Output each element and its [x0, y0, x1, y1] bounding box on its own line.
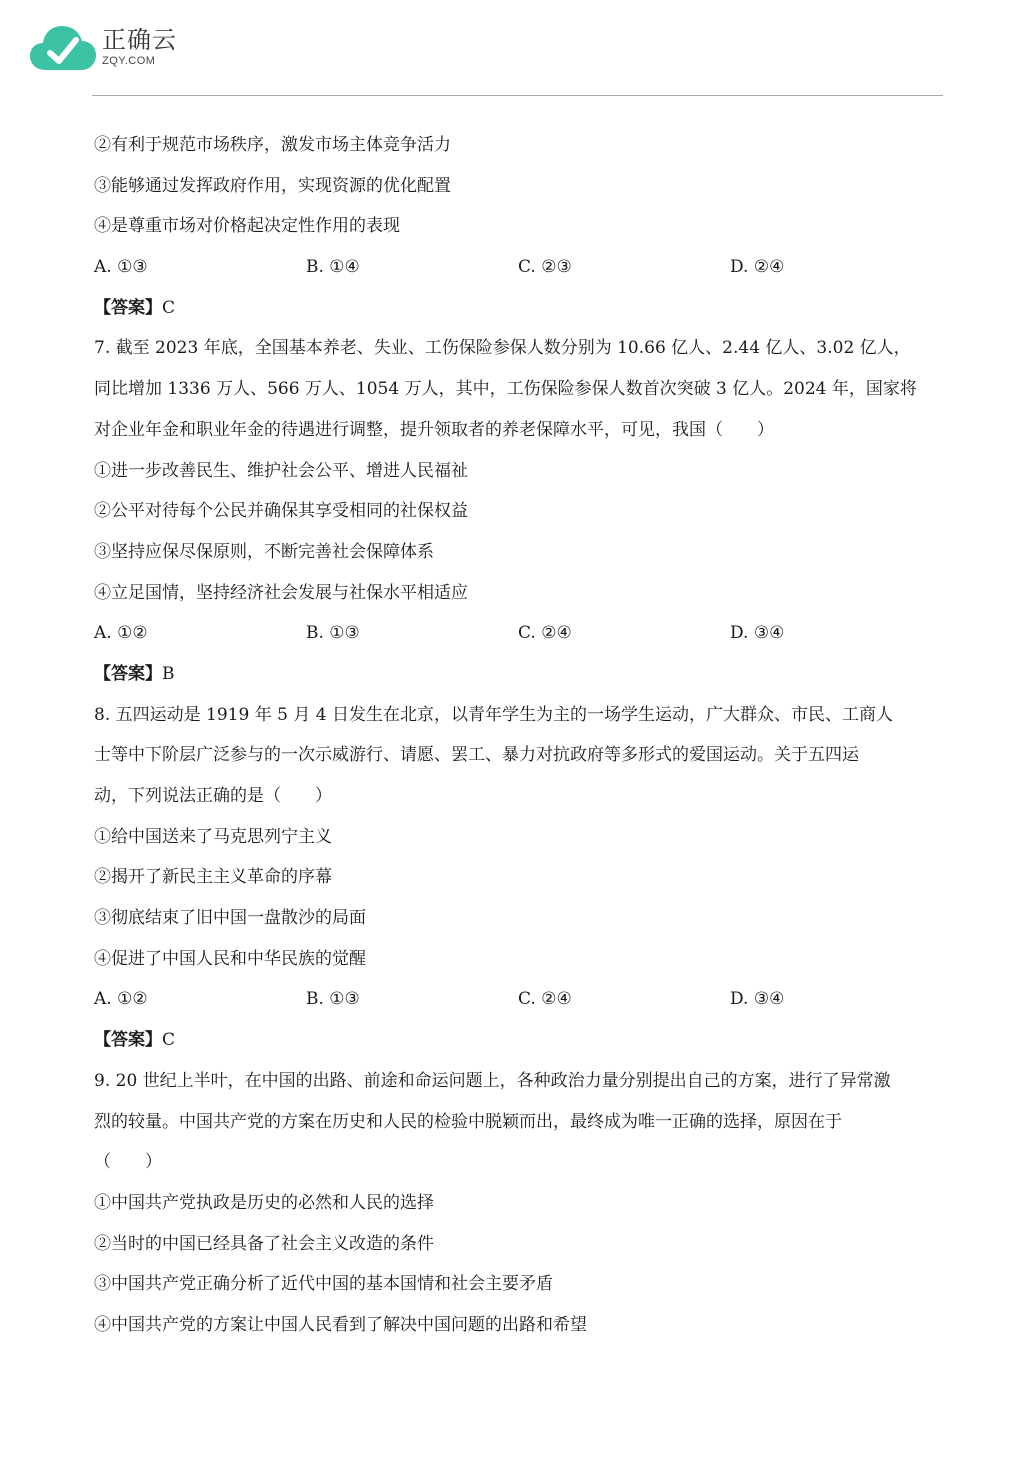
question-stem: 烈的较量。中国共产党的方案在历史和人民的检验中脱颖而出，最终成为唯一正确的选择，原因在于 — [94, 1111, 842, 1132]
statement: ④立足国情，坚持经济社会发展与社保水平相适应 — [94, 582, 468, 603]
question-9 — [94, 1061, 944, 1346]
answer-value: B — [162, 663, 175, 684]
brand-domain: ZQY.COM — [102, 55, 156, 67]
statement: ④中国共产党的方案让中国人民看到了解决中国问题的出路和希望 — [94, 1314, 587, 1335]
question-8 — [94, 695, 944, 1061]
options-row — [94, 613, 944, 654]
statement: ③能够通过发挥政府作用，实现资源的优化配置 — [94, 175, 451, 196]
answer-label: 【答案】 — [94, 297, 162, 318]
question-stem: 7. 截至 2023 年底，全国基本养老、失业、工伤保险参保人数分别为 10.66 亿人、2.44 亿人、3.02 亿人， — [94, 338, 911, 359]
option-b: B. ①③ — [306, 623, 360, 644]
answer-value: C — [162, 297, 176, 318]
question-7 — [94, 328, 944, 694]
statement: ①进一步改善民生、维护社会公平、增进人民福祉 — [94, 460, 468, 481]
question-stem: 9. 20 世纪上半叶，在中国的出路、前途和命运问题上，各种政治力量分别提出自己的方案，进行了异常激 — [94, 1070, 891, 1091]
question-stem: 同比增加 1336 万人、566 万人、1054 万人，其中，工伤保险参保人数首次突破 3 亿人。2024 年，国家将 — [94, 379, 917, 400]
question-stem: 对企业年金和职业年金的待遇进行调整，提升领取者的养老保障水平，可见，我国（ ） — [94, 419, 774, 440]
question-stem: 士等中下阶层广泛参与的一次示威游行、请愿、罢工、暴力对抗政府等多形式的爱国运动。关于五四运 — [94, 745, 859, 766]
statement: ②揭开了新民主主义革命的序幕 — [94, 867, 332, 888]
statement: ②公平对待每个公民并确保其享受相同的社保权益 — [94, 501, 468, 522]
question-stem: 动，下列说法正确的是（ ） — [94, 786, 332, 806]
answer-line — [94, 1020, 944, 1061]
header-divider — [92, 95, 943, 96]
page-header — [0, 0, 1034, 100]
answer-label: 【答案】 — [94, 663, 162, 684]
cloud-check-logo-icon — [28, 22, 98, 74]
option-c: C. ②③ — [518, 257, 572, 278]
answer-line — [94, 654, 944, 695]
answer-label: 【答案】 — [94, 1030, 162, 1051]
statement: ②当时的中国已经具备了社会主义改造的条件 — [94, 1233, 434, 1254]
statement: ④促进了中国人民和中华民族的觉醒 — [94, 948, 366, 969]
statement: ③坚持应保尽保原则，不断完善社会保障体系 — [94, 541, 434, 562]
option-b: B. ①④ — [306, 257, 360, 278]
options-row — [94, 979, 944, 1020]
answer-line — [94, 288, 944, 329]
statement: ①中国共产党执政是历史的必然和人民的选择 — [94, 1192, 434, 1213]
option-d: D. ③④ — [730, 989, 785, 1010]
statement: ③彻底结束了旧中国一盘散沙的局面 — [94, 908, 366, 929]
option-a: A. ①③ — [94, 257, 148, 278]
question-6-continued — [94, 125, 944, 328]
option-d: D. ②④ — [730, 257, 785, 278]
option-c: C. ②④ — [518, 623, 572, 644]
options-row — [94, 247, 944, 288]
option-c: C. ②④ — [518, 989, 572, 1010]
question-stem: 8. 五四运动是 1919 年 5 月 4 日发生在北京，以青年学生为主的一场学生运动，广大群众、市民、工商人 — [94, 704, 893, 725]
statement: ②有利于规范市场秩序，激发市场主体竞争活力 — [94, 135, 451, 155]
option-a: A. ①② — [94, 989, 148, 1010]
answer-value: C — [162, 1030, 176, 1051]
option-b: B. ①③ — [306, 989, 360, 1010]
brand-name: 正确云 — [102, 26, 177, 54]
document-body — [94, 125, 944, 1346]
question-stem: （ ） — [94, 1152, 162, 1173]
statement: ④是尊重市场对价格起决定性作用的表现 — [94, 216, 400, 237]
statement: ③中国共产党正确分析了近代中国的基本国情和社会主要矛盾 — [94, 1274, 553, 1295]
statement: ①给中国送来了马克思列宁主义 — [94, 826, 332, 847]
option-d: D. ③④ — [730, 623, 785, 644]
option-a: A. ①② — [94, 623, 148, 644]
